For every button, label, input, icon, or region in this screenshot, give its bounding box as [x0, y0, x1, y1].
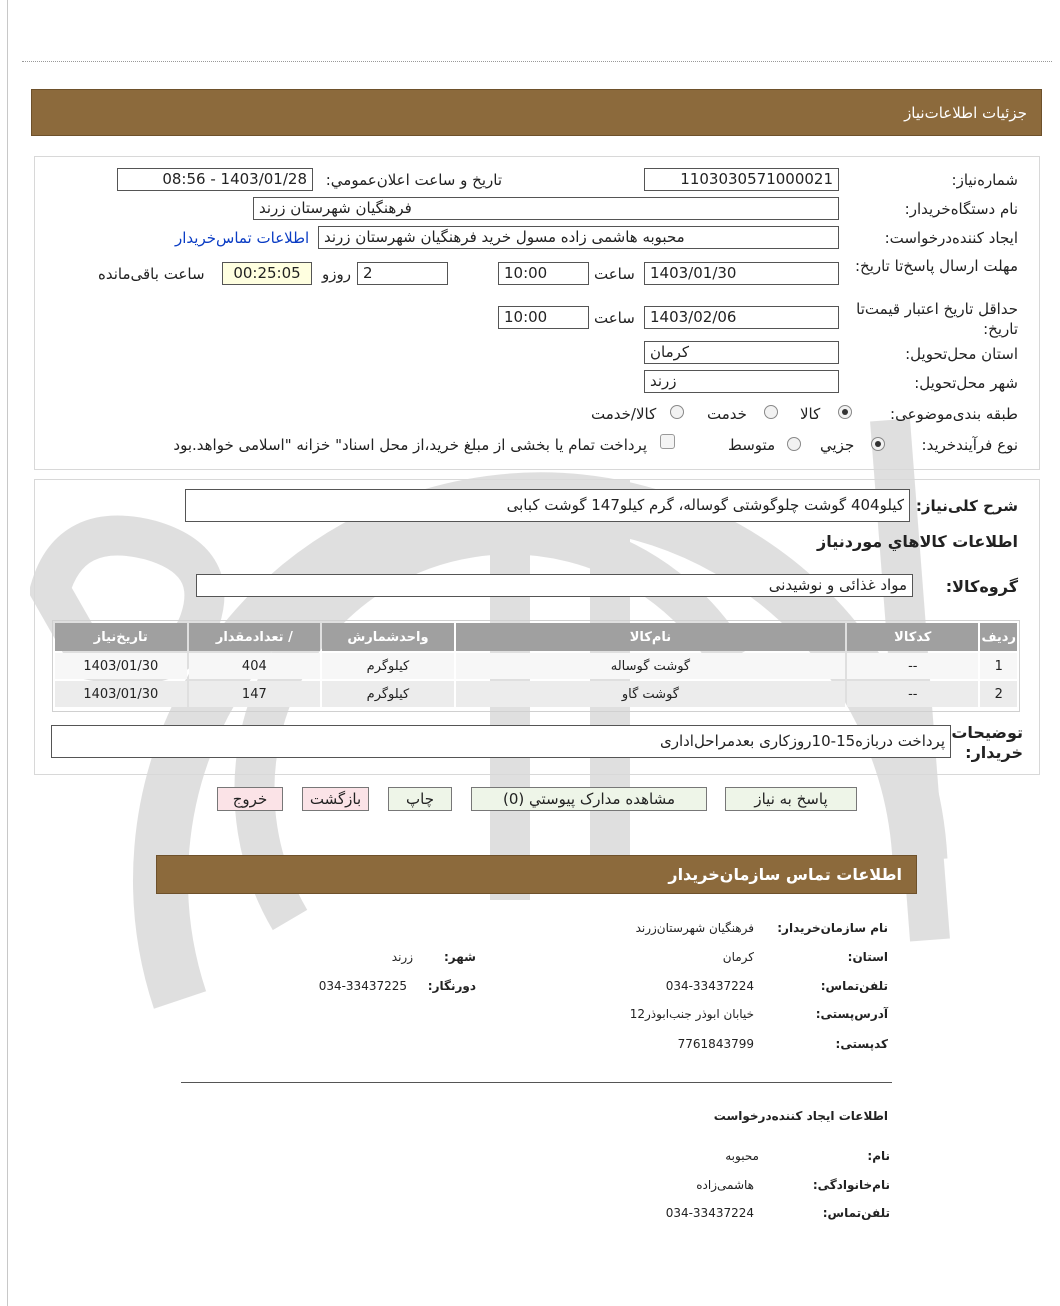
reply-time-label: ساعت	[594, 265, 635, 283]
need-number-label: شماره‌نیاز:	[951, 171, 1018, 189]
contact-phone-value: 034-33437224	[665, 979, 754, 993]
creator-family-value: هاشمی‌زاده	[696, 1178, 754, 1192]
province-field: کرمان	[644, 341, 839, 364]
contact-city-label: شهر:	[444, 950, 476, 964]
contact-province-label: استان:	[847, 950, 888, 964]
category-goods-label: کالا	[800, 405, 821, 423]
page-frame-line	[7, 0, 8, 1306]
creator-phone-label: تلفن‌تماس:	[822, 1206, 890, 1220]
cell-need-date: 1403/01/30	[55, 653, 187, 679]
creator-field: محبوبه هاشمی زاده مسول خرید فرهنگیان شهرستان زرند	[318, 226, 839, 249]
col-item-name: نام‌کالا	[456, 623, 845, 651]
process-minor-radio[interactable]	[871, 437, 885, 451]
reply-date-field: 1403/01/30	[644, 262, 839, 285]
validity-label: حداقل تاريخ اعتبار قیمت‌تا تاریخ:	[856, 300, 1018, 338]
reply-time-field: 10:00	[498, 262, 589, 285]
group-label: گروه‌کالا:	[945, 577, 1018, 596]
process-minor-label: جزيي	[820, 436, 855, 454]
category-goods-radio[interactable]	[838, 405, 852, 419]
buyer-contact-header-bar	[156, 855, 917, 894]
buyer-contact-title: اطلاعات تماس سازمان‌خریدار	[668, 865, 902, 884]
contact-divider	[181, 1082, 892, 1083]
cell-quantity: 404	[189, 653, 321, 679]
reply-deadline-label: مهلت ارسال پاسخ‌تا تاریخ:	[854, 257, 1018, 275]
buyer-org-field: فرهنگیان شهرستان زرند	[253, 197, 839, 220]
city-label: شهر محل‌تحویل:	[914, 374, 1018, 392]
buyer-org-label: نام دستگاه‌خريدار:	[904, 200, 1018, 218]
creator-info-title: اطلاعات ایجاد کننده‌درخواست	[713, 1109, 888, 1123]
summary-field: کیلو404 گوشت چلوگوشتی گوساله، گرم کیلو147 گوشت کبابی	[185, 489, 910, 522]
reply-to-need-button[interactable]: پاسخ به نیاز	[725, 787, 857, 811]
cell-item-code: --	[847, 653, 978, 679]
col-unit: واحدشمارش	[322, 623, 454, 651]
back-button[interactable]: بازگشت	[302, 787, 369, 811]
process-type-label: نوع فرآیند‌خرید:	[921, 436, 1018, 454]
category-service-radio[interactable]	[764, 405, 778, 419]
treasury-payment-note: پرداخت تمام یا بخشی از مبلغ خرید،از محل اسناد" خزانه "اسلامی خواهد.بود	[173, 436, 647, 454]
creator-label: ایجاد کننده‌درخواست:	[884, 229, 1018, 247]
contact-address-value: خیابان ابوذر جنب‌ابوذر12	[629, 1007, 754, 1021]
cell-row-number: 1	[980, 653, 1017, 679]
col-quantity: تعدادمقدار /	[189, 623, 321, 651]
city-field: زرند	[644, 370, 839, 393]
treasury-payment-checkbox[interactable]	[660, 434, 675, 449]
contact-address-label: آدرس‌پستی:	[815, 1007, 888, 1021]
summary-label: شرح کلی‌نیاز:	[915, 497, 1018, 515]
cell-need-date: 1403/01/30	[55, 681, 187, 707]
contact-province-value: کرمان	[722, 950, 754, 964]
contact-city-value: زرند	[391, 950, 413, 964]
category-label: طبقه بندی‌موضوعی:	[890, 405, 1018, 423]
creator-name-label: نام:	[867, 1149, 890, 1163]
buyer-contact-link[interactable]: اطلاعات تماس‌خریدار	[175, 229, 310, 247]
items-title: اطلاعات کالاهاي موردنياز	[817, 532, 1018, 551]
contact-fax-label: دورنگار:	[427, 979, 476, 993]
cell-item-code: --	[847, 681, 978, 707]
contact-fax-value: 034-33437225	[318, 979, 407, 993]
contact-phone-label: تلفن‌تماس:	[820, 979, 888, 993]
validity-time-label: ساعت	[594, 309, 635, 327]
validity-date-field: 1403/02/06	[644, 306, 839, 329]
remaining-time-field: 00:25:05	[222, 262, 312, 285]
col-item-code: کدکالا	[847, 623, 978, 651]
col-row-number: رديف	[980, 623, 1017, 651]
creator-family-label: نام‌خانوادگی:	[812, 1178, 890, 1192]
category-service-label: خدمت	[707, 405, 747, 423]
details-header-title: جزئيات اطلاعات‌نیاز	[904, 103, 1027, 122]
cell-unit: کیلوگرم	[322, 681, 454, 707]
announce-datetime-field: 1403/01/28 - 08:56	[117, 168, 313, 191]
print-button[interactable]: چاپ	[388, 787, 452, 811]
creator-name-value: محبوبه	[725, 1149, 759, 1163]
table-row	[55, 681, 1017, 707]
group-field: مواد غذائی و نوشیدنی	[196, 574, 913, 597]
details-header-bar	[31, 89, 1042, 136]
need-number-field: 1103030571000021	[644, 168, 839, 191]
buyer-notes-label: توضیحات خریدار:	[951, 723, 1023, 762]
contact-postal-label: کدپستی:	[835, 1037, 888, 1051]
creator-phone-value: 034-33437224	[665, 1206, 754, 1220]
exit-button[interactable]: خروج	[217, 787, 283, 811]
announce-datetime-label: تاريخ و ساعت اعلان‌عمومي:	[325, 171, 502, 189]
process-medium-radio[interactable]	[787, 437, 801, 451]
validity-time-field: 10:00	[498, 306, 589, 329]
col-need-date: تاریخ‌نیاز	[55, 623, 187, 651]
contact-postal-value: 7761843799	[677, 1037, 754, 1051]
top-dotted-divider	[22, 61, 1052, 62]
cell-unit: کیلوگرم	[322, 653, 454, 679]
cell-quantity: 147	[189, 681, 321, 707]
cell-item-name: گوشت گاو	[456, 681, 845, 707]
contact-org-value: فرهنگیان شهرستان‌زرند	[635, 921, 754, 935]
category-both-label: کالا/خدمت	[591, 405, 657, 423]
days-label: روزو	[322, 265, 351, 283]
cell-item-name: گوشت گوساله	[456, 653, 845, 679]
view-attachments-button[interactable]: مشاهده مدارک پیوستي (0)	[471, 787, 707, 811]
table-row	[55, 653, 1017, 679]
province-label: استان محل‌تحویل:	[905, 345, 1018, 363]
items-table-header-row	[55, 623, 1017, 651]
items-table	[53, 621, 1019, 709]
category-both-radio[interactable]	[670, 405, 684, 419]
days-field: 2	[357, 262, 448, 285]
remaining-time-label: ساعت باقی‌مانده	[98, 265, 205, 283]
process-medium-label: متوسط	[728, 436, 776, 454]
buyer-notes-field: پرداخت دربازه15-10روزکاری بعدمراحل‌اداری	[51, 725, 951, 758]
contact-org-label: نام سازمان‌خریدار:	[777, 921, 888, 935]
cell-row-number: 2	[980, 681, 1017, 707]
